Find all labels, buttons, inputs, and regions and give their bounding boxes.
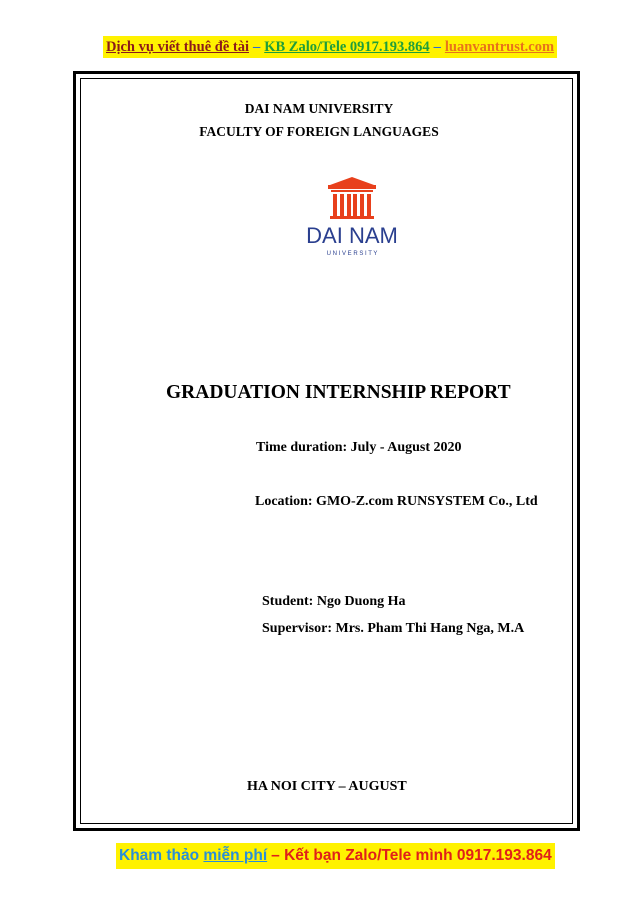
header-banner: [103, 36, 557, 58]
city-and-date: HA NOI CITY – AUGUST: [247, 779, 407, 794]
university-logo-icon: [300, 175, 404, 259]
header-website-link[interactable]: luanvantrust.com: [444, 38, 555, 55]
report-title: GRADUATION INTERNSHIP REPORT: [166, 382, 511, 403]
footer-banner: [116, 843, 555, 869]
supervisor-name: Supervisor: Mrs. Pham Thi Hang Nga, M.A: [262, 621, 525, 636]
header-separator: –: [433, 38, 441, 55]
time-duration: Time duration: July - August 2020: [256, 440, 462, 455]
dai-nam-building-logo: [300, 175, 404, 259]
header-separator: –: [252, 38, 261, 55]
header-service-link[interactable]: Dịch vụ viết thuê đề tài: [106, 38, 249, 55]
footer-contact-text: – Kết bạn Zalo/Tele mình 0917.193.864: [271, 847, 552, 864]
footer-text-1: Kham thảo: [119, 847, 200, 864]
logo-text: DAI NAM: [306, 223, 398, 248]
logo-subtext: U N I V E R S I T Y: [326, 251, 378, 257]
faculty-name: FACULTY OF FOREIGN LANGUAGES: [199, 124, 439, 139]
header-contact-link[interactable]: KB Zalo/Tele 0917.193.864: [264, 38, 430, 55]
student-name: Student: Ngo Duong Ha: [262, 594, 406, 609]
footer-free-link[interactable]: miễn phí: [203, 847, 268, 864]
university-name: DAI NAM UNIVERSITY: [244, 101, 394, 116]
internship-location: Location: GMO-Z.com RUNSYSTEM Co., Ltd: [255, 494, 538, 509]
